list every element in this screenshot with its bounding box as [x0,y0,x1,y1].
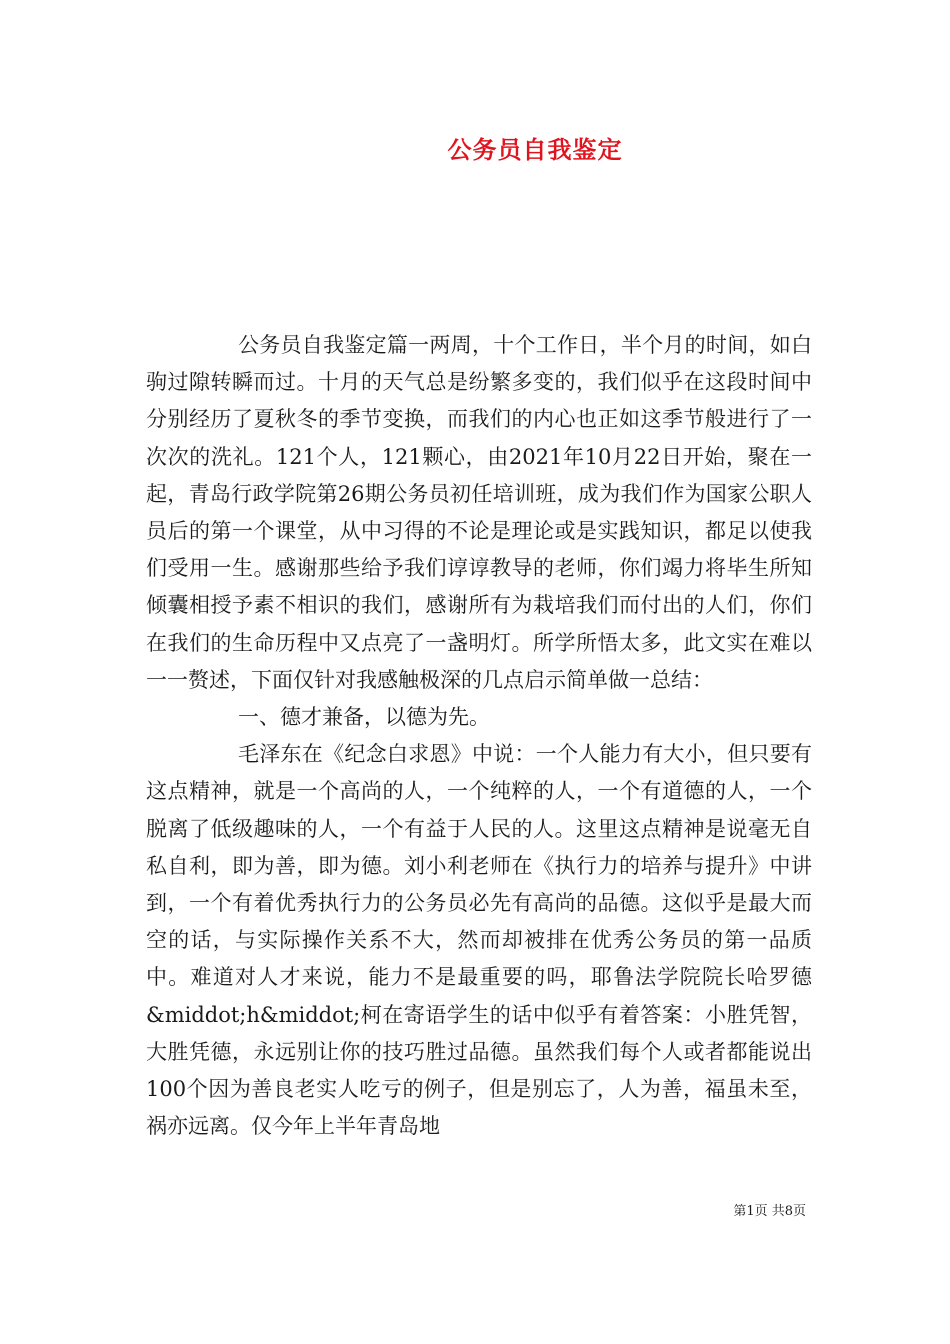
body-paragraph: 毛泽东在《纪念白求恩》中说：一个人能力有大小，但只要有这点精神，就是一个高尚的人，一个纯粹的人，一个有道德的人，一个脱离了低级趣味的人，一个有益于人民的人。这里这点精神是说毫无自私自利，即为善，即为德。刘小利老师在《执行力的培养与提升》中讲到，一个有着优秀执行力的公务员必先有高尚的品德。这似乎是最大而空的话，与实际操作关系不大，然而却被排在优秀公务员的第一品质中。难道对人才来说，能力不是最重要的吗，耶鲁法学院院长哈罗德&middot;h&middot;柯在寄语学生的话中似乎有着答案：小胜凭智，大胜凭德，永远别让你的技巧胜过品德。虽然我们每个人或者都能说出100个因为善良老实人吃亏的例子，但是别忘了，人为善，福虽未至，祸亦远离。仅今年上半年青岛地 [146,742,812,1139]
page-title: 公务员自我鉴定 [447,135,623,164]
page-number-footer: 第1页 共8页 [733,1204,806,1219]
section-heading: 一、德才兼备，以德为先。 [238,705,490,730]
document-body [146,327,812,1145]
intro-paragraph: 公务员自我鉴定篇一两周，十个工作日，半个月的时间，如白驹过隙转瞬而过。十月的天气总是纷繁多变的，我们似乎在这段时间中分别经历了夏秋冬的季节变换，而我们的内心也正如这季节般进行了一次次的洗礼。121个人，121颗心，由2021年10月22日开始，聚在一起，青岛行政学院第26期公务员初任培训班，成为我们作为国家公职人员后的第一个课堂，从中习得的不论是理论或是实践知识，都足以使我们受用一生。感谢那些给予我们谆谆教导的老师，你们竭力将毕生所知倾囊相授予素不相识的我们，感谢所有为栽培我们而付出的人们，你们在我们的生命历程中又点亮了一盏明灯。所学所悟太多，此文实在难以一一赘述，下面仅针对我感触极深的几点启示简单做一总结： [146,333,812,692]
